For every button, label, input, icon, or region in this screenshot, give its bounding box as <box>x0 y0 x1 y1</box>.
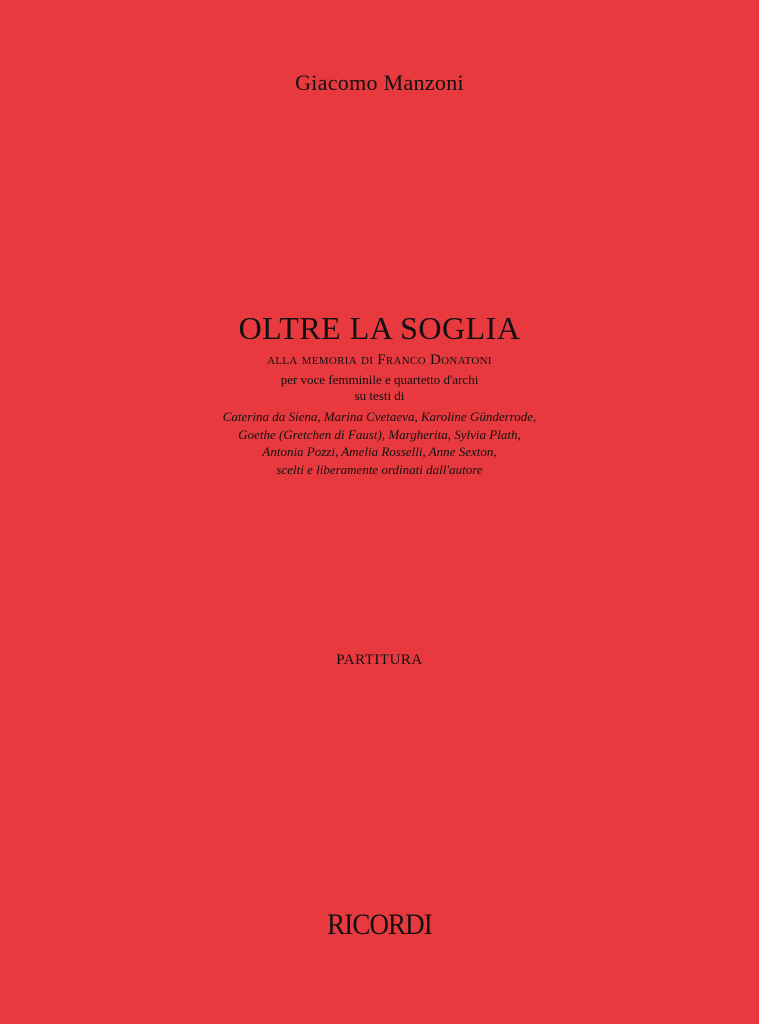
texts-intro-line: su testi di <box>354 388 405 403</box>
text-sources-line: Caterina da Siena, Marina Cvetaeva, Karoline Günderrode, <box>222 409 537 424</box>
work-title: OLTRE LA SOGLIA <box>238 310 521 346</box>
composer-name: Giacomo Manzoni <box>295 70 464 95</box>
text-sources-line: scelti e liberamente ordinati dall'autore <box>276 461 483 477</box>
subtitle-block <box>0 372 759 404</box>
dedication-line: alla memoria di Franco Donatoni <box>267 352 492 368</box>
publisher-logo: RICORDI <box>327 908 432 941</box>
scoring-line: per voce femminile e quartetto d'archi <box>280 372 479 387</box>
text-sources-line: Antonia Pozzi, Amelia Rosselli, Anne Sexton, <box>262 444 497 459</box>
text-sources-block <box>0 408 759 478</box>
edition-type-label: PARTITURA <box>336 652 423 668</box>
text-sources-line: Goethe (Gretchen di Faust), Margherita, Sylvia Plath, <box>238 426 521 442</box>
